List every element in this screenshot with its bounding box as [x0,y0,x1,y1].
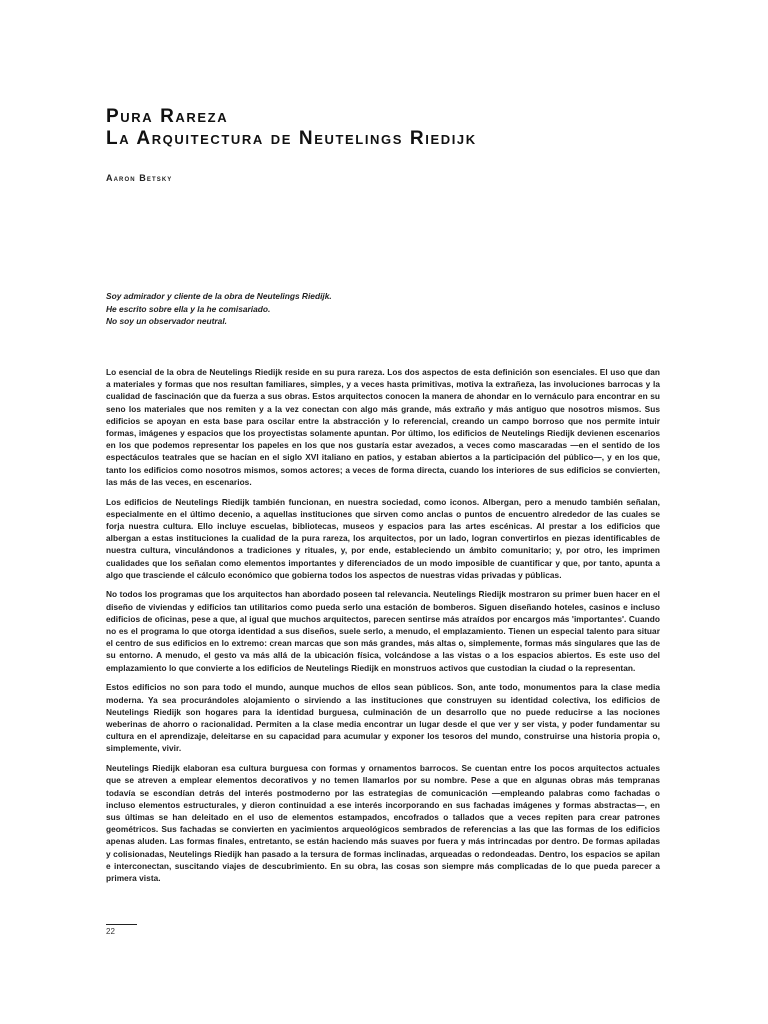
title-line-1: Pura Rareza [106,106,229,127]
epigraph-line: He escrito sobre ella y la he comisariado. [106,303,271,314]
epigraph-line: Soy admirador y cliente de la obra de Neutelings Riedijk. [106,291,332,301]
title-line-2: La Arquitectura de Neutelings Riedijk [106,128,477,149]
author-name: Aaron Betsky [106,173,173,183]
body-text [106,366,660,892]
footer-rule [106,924,137,925]
page-number: 22 [106,927,115,936]
body-paragraph: Lo esencial de la obra de Neutelings Riedijk reside en su pura rareza. Los dos aspectos de esta definición son esenciales. El uso que dan a materiales y formas que nos resultan familiares, simples, y a veces hasta primitivas, motiva la extrañeza, las involuciones barrocas y la cualidad de fascinación que da fuerza a sus obras. Estos arquitectos conocen la manera de ahondar en lo vernáculo para encontrar en su seno los materiales que nos remiten y a la vez conectan con algo más grande, más extraño y más antiguo que nosotros mismos. Sus edificios se apoyan en esta base para oscilar entre la abstracción y lo referencial, creando un campo borroso que nos permite intuir formas, imágenes y espacios que los proyectistas solamente apuntan. Por último, los edificios de Neutelings Riedijk devienen escenarios en los que podemos representar los papeles en los que nos gustaría estar avezados, a veces como mascaradas —en el sentido de los espectáculos teatrales que se hacían en el siglo XVI italiano en patios, y estaban abiertos a la participación del público—, y en los que, tanto los edificios como nosotros mismos, somos actores; a veces de forma directa, cuando los interiores de sus edificios se convierten, las más de las veces, en escenarios. [106,367,660,487]
body-paragraph: Los edificios de Neutelings Riedijk también funcionan, en nuestra sociedad, como iconos. Albergan, pero a menudo también señalan, especialmente en el último decenio, a aquellas instituciones que sirven como anclas o puntos de encuentro alrededor de las cuales se forja nuestra cultura. Ello incluye escuelas, bibliotecas, museos y espacios para las artes escénicas. Al prestar a los edificios que albergan a estas instituciones la cualidad de la pura rareza, los arquitectos, por un lado, logran convertirlos en piezas identificables de nuestra cultura, vinculándonos a tradiciones y rituales, y, por ende, estableciendo un ámbito comunitario; y, por otro, les imprimen cualidades que los señalan como elementos importantes y diferenciados de un modo imposible de cuantificar y que, por tanto, apunta a algo que trasciende el cálculo económico que gobierna todos los aspectos de nuestras vidas privadas y públicas. [106,496,660,580]
body-paragraph: Neutelings Riedijk elaboran esa cultura burguesa con formas y ornamentos barrocos. Se cuentan entre los pocos arquitectos actuales que se atreven a emplear elementos decorativos y no temen llamarlos por su nombre. Pese a que en algunas obras más tempranas todavía se escondían detrás del interés postmoderno por las estrategias de comunicación —empleando palabras como fachadas o incluso elementos estructurales, y dieron continuidad a ese interés incorporando en sus fachadas imágenes y formas abstractas—, en sus últimas se han deleitado en el uso de elementos estampados, encofrados o tallados que a veces repiten para crear patrones geométricos. Sus fachadas se convierten en yacimientos arqueológicos sembrados de referencias a las que las formas de los edificios apenas aluden. Las formas finales, entretanto, se están haciendo más suaves por fuera y más intrincadas por dentro. De formas apiladas y colisionadas, Neutelings Riedijk han pasado a la tersura de formas inclinadas, arqueadas o redondeadas. Dentro, los espacios se apilan e interconectan, suscitando viajes de descubrimiento. En su obra, las cosas son siempre más complicadas de lo que pueda parecer a primera vista. [106,763,660,883]
body-paragraph: Estos edificios no son para todo el mundo, aunque muchos de ellos sean públicos. Son, ante todo, monumentos para la clase media moderna. Ya sea procurándoles alojamiento o sirviendo a las instituciones que construyen su identidad colectiva, los edificios de Neutelings Riedijk son hogares para la identidad burguesa, culminación de un desarrollo que no puede reducirse a las nociones weberinas de ahorro o racionalidad. Permiten a la clase media encontrar un lugar desde el que ver y ser vista, y poder fundamentar su cultura en el aprendizaje, deleitarse en su capacidad para acumular y exponer los tesoros del mundo, construirse una historia propia o, simplemente, vivir. [106,682,660,754]
epigraph-line: No soy un observador neutral. [106,316,227,326]
article-title [106,106,666,150]
body-paragraph: No todos los programas que los arquitectos han abordado poseen tal relevancia. Neutelings Riedijk mostraron su primer buen hacer en el diseño de viviendas y edificios tan utilitarios como pueda serlo una estación de bomberos. Siguen diseñando hoteles, casinos e incluso edificios de oficinas, pese a que, al igual que muchos arquitectos, parecen sentirse más atraídos por encargos más 'importantes'. Cuando no es el programa lo que otorga identidad a sus diseños, suele serlo, a menudo, el emplazamiento. Tienen un especial talento para situar el centro de sus edificios en lo extremo: crean marcas que son más grandes, más altas o, simplemente, formas más singulares que las de su entorno. A menudo, el gesto va más allá de la ubicación física, volcándose a las vistas o a los espacios abiertos. Es este uso del emplazamiento lo que convierte a los edificios de Neutelings Riedijk en monstruos activos que custodian la ciudad o la representan. [106,589,660,673]
epigraph [106,290,506,328]
